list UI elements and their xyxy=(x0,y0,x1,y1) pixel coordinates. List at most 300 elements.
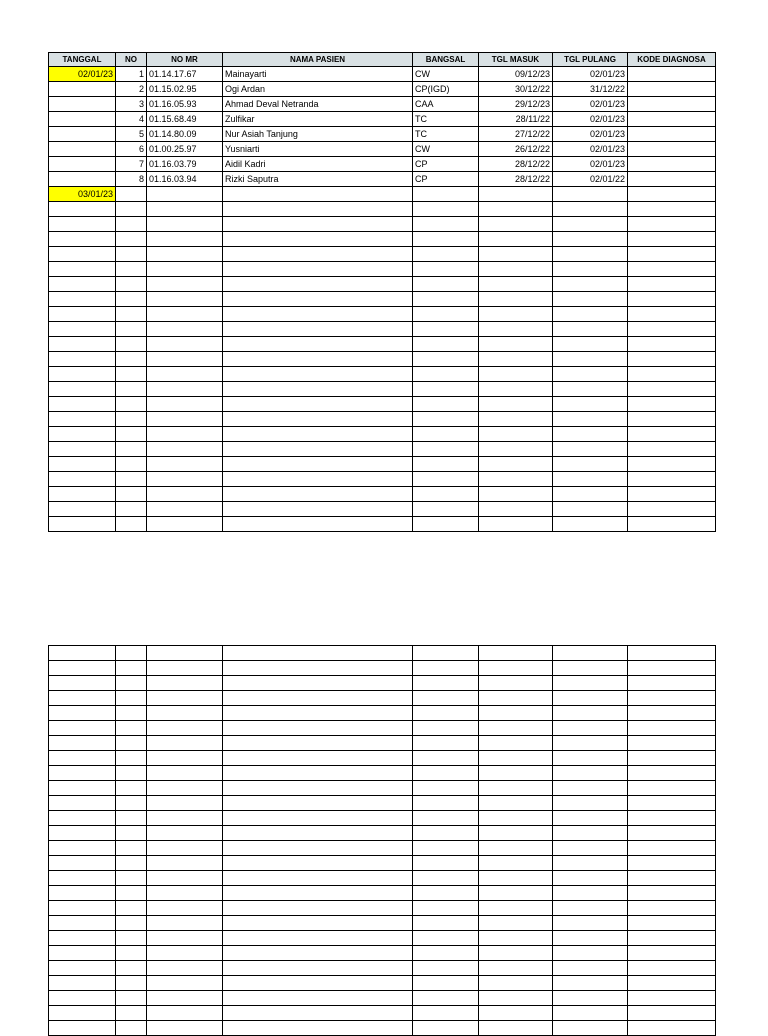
cell-masuk[interactable] xyxy=(479,277,553,292)
cell-nama[interactable] xyxy=(223,751,413,766)
cell-masuk[interactable] xyxy=(479,661,553,676)
cell-kode[interactable] xyxy=(628,901,716,916)
cell-pulang[interactable] xyxy=(553,292,628,307)
cell-no-mr[interactable] xyxy=(147,706,223,721)
cell-tanggal[interactable] xyxy=(49,442,116,457)
cell-pulang[interactable] xyxy=(553,661,628,676)
cell-nama[interactable]: Nur Asiah Tanjung xyxy=(223,127,413,142)
cell-no[interactable]: 6 xyxy=(116,142,147,157)
cell-tanggal[interactable] xyxy=(49,502,116,517)
cell-no-mr[interactable] xyxy=(147,646,223,661)
cell-masuk[interactable] xyxy=(479,946,553,961)
cell-nama[interactable] xyxy=(223,931,413,946)
cell-tanggal[interactable] xyxy=(49,976,116,991)
cell-tanggal[interactable] xyxy=(49,886,116,901)
cell-nama[interactable] xyxy=(223,472,413,487)
cell-bangsal[interactable] xyxy=(413,796,479,811)
cell-tanggal[interactable] xyxy=(49,751,116,766)
cell-nama[interactable] xyxy=(223,307,413,322)
cell-nama[interactable] xyxy=(223,217,413,232)
cell-bangsal[interactable] xyxy=(413,262,479,277)
cell-tanggal[interactable] xyxy=(49,661,116,676)
cell-masuk[interactable] xyxy=(479,217,553,232)
cell-no[interactable] xyxy=(116,931,147,946)
cell-no-mr[interactable] xyxy=(147,292,223,307)
cell-bangsal[interactable] xyxy=(413,901,479,916)
cell-masuk[interactable] xyxy=(479,397,553,412)
cell-pulang[interactable] xyxy=(553,367,628,382)
cell-masuk[interactable] xyxy=(479,736,553,751)
cell-kode[interactable] xyxy=(628,991,716,1006)
cell-no[interactable] xyxy=(116,946,147,961)
cell-masuk[interactable]: 28/11/22 xyxy=(479,112,553,127)
cell-tanggal[interactable] xyxy=(49,736,116,751)
cell-bangsal[interactable] xyxy=(413,412,479,427)
cell-nama[interactable] xyxy=(223,961,413,976)
cell-no[interactable] xyxy=(116,721,147,736)
cell-masuk[interactable] xyxy=(479,916,553,931)
cell-no[interactable] xyxy=(116,736,147,751)
cell-no-mr[interactable] xyxy=(147,382,223,397)
cell-masuk[interactable] xyxy=(479,412,553,427)
cell-no-mr[interactable] xyxy=(147,976,223,991)
cell-bangsal[interactable] xyxy=(413,646,479,661)
cell-no[interactable] xyxy=(116,841,147,856)
cell-tanggal[interactable] xyxy=(49,487,116,502)
cell-kode[interactable] xyxy=(628,886,716,901)
cell-kode[interactable] xyxy=(628,676,716,691)
cell-pulang[interactable] xyxy=(553,187,628,202)
cell-nama[interactable] xyxy=(223,916,413,931)
cell-bangsal[interactable] xyxy=(413,292,479,307)
cell-pulang[interactable] xyxy=(553,676,628,691)
cell-tanggal[interactable] xyxy=(49,232,116,247)
header-nama-pasien[interactable]: NAMA PASIEN xyxy=(223,53,413,67)
cell-masuk[interactable]: 28/12/22 xyxy=(479,157,553,172)
cell-tanggal[interactable] xyxy=(49,202,116,217)
cell-no-mr[interactable] xyxy=(147,871,223,886)
cell-pulang[interactable] xyxy=(553,262,628,277)
cell-masuk[interactable] xyxy=(479,751,553,766)
cell-bangsal[interactable] xyxy=(413,721,479,736)
cell-masuk[interactable] xyxy=(479,796,553,811)
cell-kode[interactable] xyxy=(628,382,716,397)
cell-no-mr[interactable] xyxy=(147,886,223,901)
cell-nama[interactable] xyxy=(223,796,413,811)
cell-nama[interactable] xyxy=(223,232,413,247)
cell-kode[interactable] xyxy=(628,457,716,472)
cell-masuk[interactable] xyxy=(479,691,553,706)
cell-no[interactable] xyxy=(116,487,147,502)
cell-kode[interactable] xyxy=(628,352,716,367)
cell-bangsal[interactable]: CW xyxy=(413,67,479,82)
cell-tanggal[interactable] xyxy=(49,97,116,112)
cell-no[interactable]: 1 xyxy=(116,67,147,82)
cell-masuk[interactable] xyxy=(479,961,553,976)
cell-bangsal[interactable] xyxy=(413,277,479,292)
cell-bangsal[interactable] xyxy=(413,397,479,412)
cell-bangsal[interactable] xyxy=(413,337,479,352)
cell-kode[interactable] xyxy=(628,1006,716,1021)
cell-pulang[interactable] xyxy=(553,871,628,886)
header-no[interactable]: NO xyxy=(116,53,147,67)
cell-masuk[interactable] xyxy=(479,457,553,472)
cell-no-mr[interactable] xyxy=(147,217,223,232)
cell-masuk[interactable] xyxy=(479,976,553,991)
cell-pulang[interactable] xyxy=(553,307,628,322)
cell-no-mr[interactable]: 01.16.03.79 xyxy=(147,157,223,172)
cell-pulang[interactable] xyxy=(553,442,628,457)
cell-bangsal[interactable] xyxy=(413,202,479,217)
cell-no[interactable] xyxy=(116,856,147,871)
cell-kode[interactable] xyxy=(628,691,716,706)
cell-masuk[interactable] xyxy=(479,517,553,532)
cell-no-mr[interactable]: 01.14.17.67 xyxy=(147,67,223,82)
cell-tanggal[interactable] xyxy=(49,307,116,322)
cell-pulang[interactable] xyxy=(553,382,628,397)
cell-no-mr[interactable] xyxy=(147,247,223,262)
cell-kode[interactable] xyxy=(628,811,716,826)
cell-no-mr[interactable] xyxy=(147,352,223,367)
cell-no[interactable] xyxy=(116,517,147,532)
cell-no-mr[interactable] xyxy=(147,856,223,871)
cell-pulang[interactable] xyxy=(553,1021,628,1036)
cell-nama[interactable] xyxy=(223,292,413,307)
cell-kode[interactable] xyxy=(628,127,716,142)
cell-no[interactable]: 3 xyxy=(116,97,147,112)
cell-no[interactable] xyxy=(116,382,147,397)
cell-no[interactable] xyxy=(116,202,147,217)
cell-no-mr[interactable] xyxy=(147,691,223,706)
cell-bangsal[interactable] xyxy=(413,517,479,532)
cell-no[interactable]: 8 xyxy=(116,172,147,187)
cell-masuk[interactable] xyxy=(479,721,553,736)
cell-bangsal[interactable] xyxy=(413,367,479,382)
cell-pulang[interactable] xyxy=(553,796,628,811)
cell-tanggal[interactable] xyxy=(49,367,116,382)
cell-pulang[interactable] xyxy=(553,412,628,427)
cell-kode[interactable] xyxy=(628,142,716,157)
cell-kode[interactable] xyxy=(628,706,716,721)
cell-tanggal[interactable] xyxy=(49,991,116,1006)
cell-nama[interactable]: Ahmad Deval Netranda xyxy=(223,97,413,112)
cell-nama[interactable] xyxy=(223,706,413,721)
cell-no-mr[interactable] xyxy=(147,1006,223,1021)
cell-pulang[interactable] xyxy=(553,217,628,232)
cell-nama[interactable] xyxy=(223,427,413,442)
cell-nama[interactable] xyxy=(223,1021,413,1036)
cell-pulang[interactable] xyxy=(553,646,628,661)
cell-pulang[interactable] xyxy=(553,811,628,826)
cell-no[interactable] xyxy=(116,277,147,292)
cell-masuk[interactable] xyxy=(479,676,553,691)
cell-tanggal[interactable] xyxy=(49,706,116,721)
cell-bangsal[interactable]: CP(IGD) xyxy=(413,82,479,97)
cell-bangsal[interactable]: TC xyxy=(413,127,479,142)
cell-bangsal[interactable] xyxy=(413,931,479,946)
cell-pulang[interactable] xyxy=(553,901,628,916)
cell-pulang[interactable] xyxy=(553,961,628,976)
cell-pulang[interactable]: 02/01/23 xyxy=(553,157,628,172)
cell-nama[interactable] xyxy=(223,202,413,217)
cell-kode[interactable] xyxy=(628,187,716,202)
cell-no-mr[interactable] xyxy=(147,931,223,946)
cell-no-mr[interactable] xyxy=(147,277,223,292)
cell-tanggal[interactable] xyxy=(49,841,116,856)
cell-nama[interactable] xyxy=(223,262,413,277)
cell-pulang[interactable] xyxy=(553,736,628,751)
cell-kode[interactable] xyxy=(628,172,716,187)
cell-tanggal[interactable]: 03/01/23 xyxy=(49,187,116,202)
cell-tanggal[interactable] xyxy=(49,412,116,427)
cell-no[interactable] xyxy=(116,337,147,352)
cell-tanggal[interactable] xyxy=(49,112,116,127)
cell-kode[interactable] xyxy=(628,367,716,382)
cell-bangsal[interactable] xyxy=(413,916,479,931)
cell-no-mr[interactable] xyxy=(147,796,223,811)
cell-kode[interactable] xyxy=(628,931,716,946)
cell-masuk[interactable] xyxy=(479,292,553,307)
cell-no-mr[interactable] xyxy=(147,397,223,412)
cell-tanggal[interactable] xyxy=(49,382,116,397)
cell-masuk[interactable] xyxy=(479,856,553,871)
cell-bangsal[interactable] xyxy=(413,661,479,676)
cell-bangsal[interactable] xyxy=(413,841,479,856)
cell-pulang[interactable] xyxy=(553,202,628,217)
cell-nama[interactable] xyxy=(223,901,413,916)
cell-pulang[interactable]: 02/01/23 xyxy=(553,67,628,82)
cell-tanggal[interactable] xyxy=(49,277,116,292)
cell-nama[interactable] xyxy=(223,277,413,292)
cell-no-mr[interactable] xyxy=(147,487,223,502)
cell-kode[interactable] xyxy=(628,442,716,457)
cell-tanggal[interactable] xyxy=(49,172,116,187)
cell-no[interactable] xyxy=(116,691,147,706)
cell-no[interactable] xyxy=(116,916,147,931)
cell-no-mr[interactable] xyxy=(147,826,223,841)
cell-tanggal[interactable] xyxy=(49,127,116,142)
cell-pulang[interactable] xyxy=(553,247,628,262)
cell-kode[interactable] xyxy=(628,661,716,676)
cell-kode[interactable] xyxy=(628,502,716,517)
cell-tanggal[interactable] xyxy=(49,646,116,661)
cell-kode[interactable] xyxy=(628,202,716,217)
cell-tanggal[interactable] xyxy=(49,247,116,262)
cell-pulang[interactable] xyxy=(553,397,628,412)
header-kode-diagnosa[interactable]: KODE DIAGNOSA xyxy=(628,53,716,67)
cell-no-mr[interactable] xyxy=(147,202,223,217)
header-no-mr[interactable]: NO MR xyxy=(147,53,223,67)
cell-tanggal[interactable] xyxy=(49,946,116,961)
cell-no-mr[interactable] xyxy=(147,367,223,382)
cell-tanggal[interactable] xyxy=(49,856,116,871)
cell-nama[interactable] xyxy=(223,382,413,397)
cell-bangsal[interactable]: CW xyxy=(413,142,479,157)
cell-masuk[interactable] xyxy=(479,427,553,442)
cell-bangsal[interactable] xyxy=(413,811,479,826)
cell-tanggal[interactable] xyxy=(49,1006,116,1021)
cell-bangsal[interactable] xyxy=(413,871,479,886)
cell-no[interactable] xyxy=(116,751,147,766)
cell-masuk[interactable] xyxy=(479,991,553,1006)
cell-no-mr[interactable]: 01.16.03.94 xyxy=(147,172,223,187)
cell-nama[interactable]: Mainayarti xyxy=(223,67,413,82)
cell-nama[interactable] xyxy=(223,247,413,262)
cell-nama[interactable] xyxy=(223,517,413,532)
cell-no[interactable] xyxy=(116,871,147,886)
cell-pulang[interactable] xyxy=(553,826,628,841)
cell-pulang[interactable]: 31/12/22 xyxy=(553,82,628,97)
cell-no-mr[interactable] xyxy=(147,442,223,457)
cell-pulang[interactable] xyxy=(553,886,628,901)
cell-no[interactable] xyxy=(116,502,147,517)
cell-bangsal[interactable] xyxy=(413,1021,479,1036)
cell-no[interactable] xyxy=(116,307,147,322)
cell-masuk[interactable] xyxy=(479,187,553,202)
cell-tanggal[interactable] xyxy=(49,871,116,886)
cell-pulang[interactable] xyxy=(553,931,628,946)
cell-no-mr[interactable] xyxy=(147,991,223,1006)
cell-no[interactable] xyxy=(116,412,147,427)
cell-tanggal[interactable] xyxy=(49,517,116,532)
cell-tanggal[interactable] xyxy=(49,916,116,931)
cell-no[interactable] xyxy=(116,232,147,247)
cell-tanggal[interactable] xyxy=(49,217,116,232)
cell-nama[interactable] xyxy=(223,397,413,412)
cell-kode[interactable] xyxy=(628,841,716,856)
cell-masuk[interactable]: 27/12/22 xyxy=(479,127,553,142)
cell-tanggal[interactable] xyxy=(49,1021,116,1036)
cell-no-mr[interactable] xyxy=(147,427,223,442)
cell-masuk[interactable] xyxy=(479,337,553,352)
cell-bangsal[interactable] xyxy=(413,487,479,502)
cell-no-mr[interactable] xyxy=(147,412,223,427)
cell-kode[interactable] xyxy=(628,427,716,442)
cell-bangsal[interactable] xyxy=(413,946,479,961)
cell-nama[interactable] xyxy=(223,367,413,382)
cell-no-mr[interactable] xyxy=(147,502,223,517)
cell-kode[interactable] xyxy=(628,247,716,262)
cell-bangsal[interactable] xyxy=(413,217,479,232)
cell-tanggal[interactable] xyxy=(49,82,116,97)
cell-bangsal[interactable] xyxy=(413,886,479,901)
cell-nama[interactable] xyxy=(223,1006,413,1021)
cell-no-mr[interactable] xyxy=(147,337,223,352)
cell-masuk[interactable] xyxy=(479,442,553,457)
cell-bangsal[interactable]: CP xyxy=(413,157,479,172)
cell-masuk[interactable] xyxy=(479,1006,553,1021)
cell-kode[interactable] xyxy=(628,736,716,751)
cell-pulang[interactable] xyxy=(553,691,628,706)
cell-masuk[interactable] xyxy=(479,886,553,901)
cell-no-mr[interactable] xyxy=(147,1021,223,1036)
cell-masuk[interactable] xyxy=(479,322,553,337)
cell-masuk[interactable] xyxy=(479,247,553,262)
cell-pulang[interactable] xyxy=(553,751,628,766)
cell-tanggal[interactable] xyxy=(49,397,116,412)
cell-no[interactable] xyxy=(116,427,147,442)
cell-no[interactable] xyxy=(116,262,147,277)
cell-pulang[interactable] xyxy=(553,976,628,991)
cell-kode[interactable] xyxy=(628,337,716,352)
cell-kode[interactable] xyxy=(628,472,716,487)
cell-tanggal[interactable] xyxy=(49,157,116,172)
cell-kode[interactable] xyxy=(628,796,716,811)
cell-kode[interactable] xyxy=(628,961,716,976)
cell-bangsal[interactable] xyxy=(413,691,479,706)
cell-no-mr[interactable] xyxy=(147,232,223,247)
cell-no[interactable]: 5 xyxy=(116,127,147,142)
cell-no[interactable] xyxy=(116,247,147,262)
cell-no-mr[interactable] xyxy=(147,736,223,751)
cell-no-mr[interactable] xyxy=(147,961,223,976)
cell-bangsal[interactable] xyxy=(413,856,479,871)
cell-no[interactable] xyxy=(116,472,147,487)
cell-no-mr[interactable] xyxy=(147,661,223,676)
cell-kode[interactable] xyxy=(628,976,716,991)
cell-nama[interactable] xyxy=(223,721,413,736)
cell-masuk[interactable] xyxy=(479,931,553,946)
cell-pulang[interactable]: 02/01/23 xyxy=(553,97,628,112)
cell-kode[interactable] xyxy=(628,232,716,247)
cell-tanggal[interactable] xyxy=(49,796,116,811)
cell-bangsal[interactable]: CP xyxy=(413,172,479,187)
cell-nama[interactable] xyxy=(223,676,413,691)
cell-kode[interactable] xyxy=(628,826,716,841)
cell-no-mr[interactable] xyxy=(147,766,223,781)
cell-nama[interactable] xyxy=(223,322,413,337)
cell-kode[interactable] xyxy=(628,916,716,931)
cell-tanggal[interactable] xyxy=(49,931,116,946)
cell-kode[interactable] xyxy=(628,412,716,427)
cell-nama[interactable] xyxy=(223,502,413,517)
cell-kode[interactable] xyxy=(628,751,716,766)
cell-nama[interactable] xyxy=(223,337,413,352)
cell-no[interactable] xyxy=(116,292,147,307)
cell-no[interactable] xyxy=(116,811,147,826)
cell-no-mr[interactable] xyxy=(147,262,223,277)
cell-tanggal[interactable] xyxy=(49,811,116,826)
cell-no-mr[interactable] xyxy=(147,517,223,532)
cell-pulang[interactable]: 02/01/23 xyxy=(553,127,628,142)
cell-nama[interactable] xyxy=(223,886,413,901)
cell-no-mr[interactable] xyxy=(147,946,223,961)
cell-bangsal[interactable] xyxy=(413,826,479,841)
cell-masuk[interactable] xyxy=(479,202,553,217)
cell-no[interactable]: 4 xyxy=(116,112,147,127)
cell-no[interactable] xyxy=(116,217,147,232)
cell-masuk[interactable] xyxy=(479,841,553,856)
cell-pulang[interactable] xyxy=(553,427,628,442)
cell-bangsal[interactable] xyxy=(413,676,479,691)
cell-no[interactable] xyxy=(116,661,147,676)
cell-masuk[interactable] xyxy=(479,826,553,841)
cell-no[interactable] xyxy=(116,367,147,382)
cell-kode[interactable] xyxy=(628,277,716,292)
cell-pulang[interactable] xyxy=(553,337,628,352)
cell-tanggal[interactable] xyxy=(49,142,116,157)
cell-masuk[interactable]: 29/12/23 xyxy=(479,97,553,112)
cell-masuk[interactable] xyxy=(479,232,553,247)
cell-masuk[interactable] xyxy=(479,706,553,721)
cell-nama[interactable] xyxy=(223,946,413,961)
cell-no[interactable] xyxy=(116,322,147,337)
cell-kode[interactable] xyxy=(628,97,716,112)
cell-kode[interactable] xyxy=(628,487,716,502)
cell-tanggal[interactable] xyxy=(49,781,116,796)
cell-masuk[interactable]: 28/12/22 xyxy=(479,172,553,187)
cell-bangsal[interactable] xyxy=(413,442,479,457)
